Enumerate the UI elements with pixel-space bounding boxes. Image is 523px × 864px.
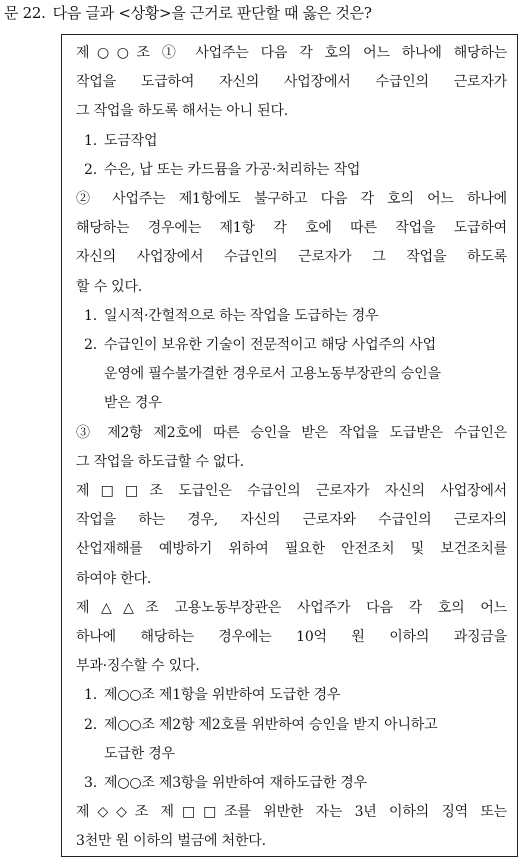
item-number: 2. [84, 716, 97, 733]
article-3-line: 제△△조 고용노동부장관은 사업주가 다음 각 호의 어느 [76, 599, 507, 616]
law-text-box [61, 34, 518, 857]
article-1-para-2-item [76, 331, 507, 360]
item-number: 2. [84, 161, 97, 178]
item-continuation: 받은 경우 [104, 395, 162, 412]
article-3-line: 하나에 해당하는 경우에는 10억 원 이하의 과징금을 [76, 629, 507, 646]
article-1-para-2-line: 할 수 있다. [76, 278, 143, 295]
article-1-para-1-line: 그 작업을 하도록 해서는 아니 된다. [76, 103, 289, 120]
article-1-para-1-line: 작업을 도급하여 자신의 사업장에서 수급인의 근로자가 [76, 74, 507, 91]
question-text: 다음 글과 <상황>을 근거로 판단할 때 옳은 것은? [52, 4, 372, 22]
item-text: 도금작업 [104, 132, 158, 149]
item-text: 수은, 납 또는 카드뮴을 가공·처리하는 작업 [104, 161, 361, 178]
article-1-para-1-line: 제○○조 ① 사업주는 다음 각 호의 어느 하나에 해당하는 [76, 45, 507, 61]
item-text: 제○○조 제1항을 위반하여 도급한 경우 [104, 687, 341, 704]
question-header [4, 2, 372, 24]
article-2-line: 제□□조 도급인은 수급인의 근로자가 자신의 사업장에서 [76, 483, 507, 500]
article-1-para-2-line: ② 사업주는 제1항에도 불구하고 다음 각 호의 어느 하나에 [76, 191, 507, 208]
article-3-item [76, 681, 507, 710]
item-number: 2. [84, 337, 97, 354]
article-1-para-2-line: 해당하는 경우에는 제1항 각 호에 따른 작업을 도급하여 [76, 220, 507, 237]
article-1-para-3-line: 그 작업을 하도급할 수 없다. [76, 453, 244, 470]
item-number: 1. [84, 307, 97, 324]
item-number: 3. [84, 775, 97, 792]
question-number: 문 22. [4, 4, 46, 22]
item-continuation: 도급한 경우 [104, 745, 175, 762]
article-1-para-2-item [76, 302, 507, 331]
article-3-line: 부과·징수할 수 있다. [76, 658, 200, 675]
article-4-line: 제◇◇조 제□□조를 위반한 자는 3년 이하의 징역 또는 [76, 804, 507, 821]
article-2-line: 작업을 하는 경우, 자신의 근로자와 수급인의 근로자의 [76, 512, 507, 529]
article-3-item [76, 769, 507, 798]
item-text: 제○○조 제3항을 위반하여 재하도급한 경우 [104, 775, 367, 792]
article-2-line: 하여야 한다. [76, 570, 152, 587]
article-1-para-1-item [76, 127, 507, 156]
article-1-para-1-item [76, 156, 507, 185]
item-text: 제○○조 제2항 제2호를 위반하여 승인을 받지 아니하고 [104, 716, 438, 733]
article-1-para-3-line: ③ 제2항 제2호에 따른 승인을 받은 작업을 도급받은 수급인은 [76, 424, 507, 441]
item-number: 1. [84, 132, 97, 149]
article-3-item [76, 711, 507, 740]
item-text: 일시적·간헐적으로 하는 작업을 도급하는 경우 [104, 307, 379, 324]
article-2-line: 산업재해를 예방하기 위하여 필요한 안전조치 및 보건조치를 [76, 541, 507, 558]
item-continuation: 운영에 필수불가결한 경우로서 고용노동부장관의 승인을 [104, 366, 441, 383]
item-text: 수급인이 보유한 기술이 전문적이고 해당 사업주의 사업 [104, 337, 436, 354]
item-number: 1. [84, 687, 97, 704]
article-1-para-2-line: 자신의 사업장에서 수급인의 근로자가 그 작업을 하도록 [76, 249, 507, 266]
article-4-line: 3천만 원 이하의 벌금에 처한다. [76, 833, 266, 850]
